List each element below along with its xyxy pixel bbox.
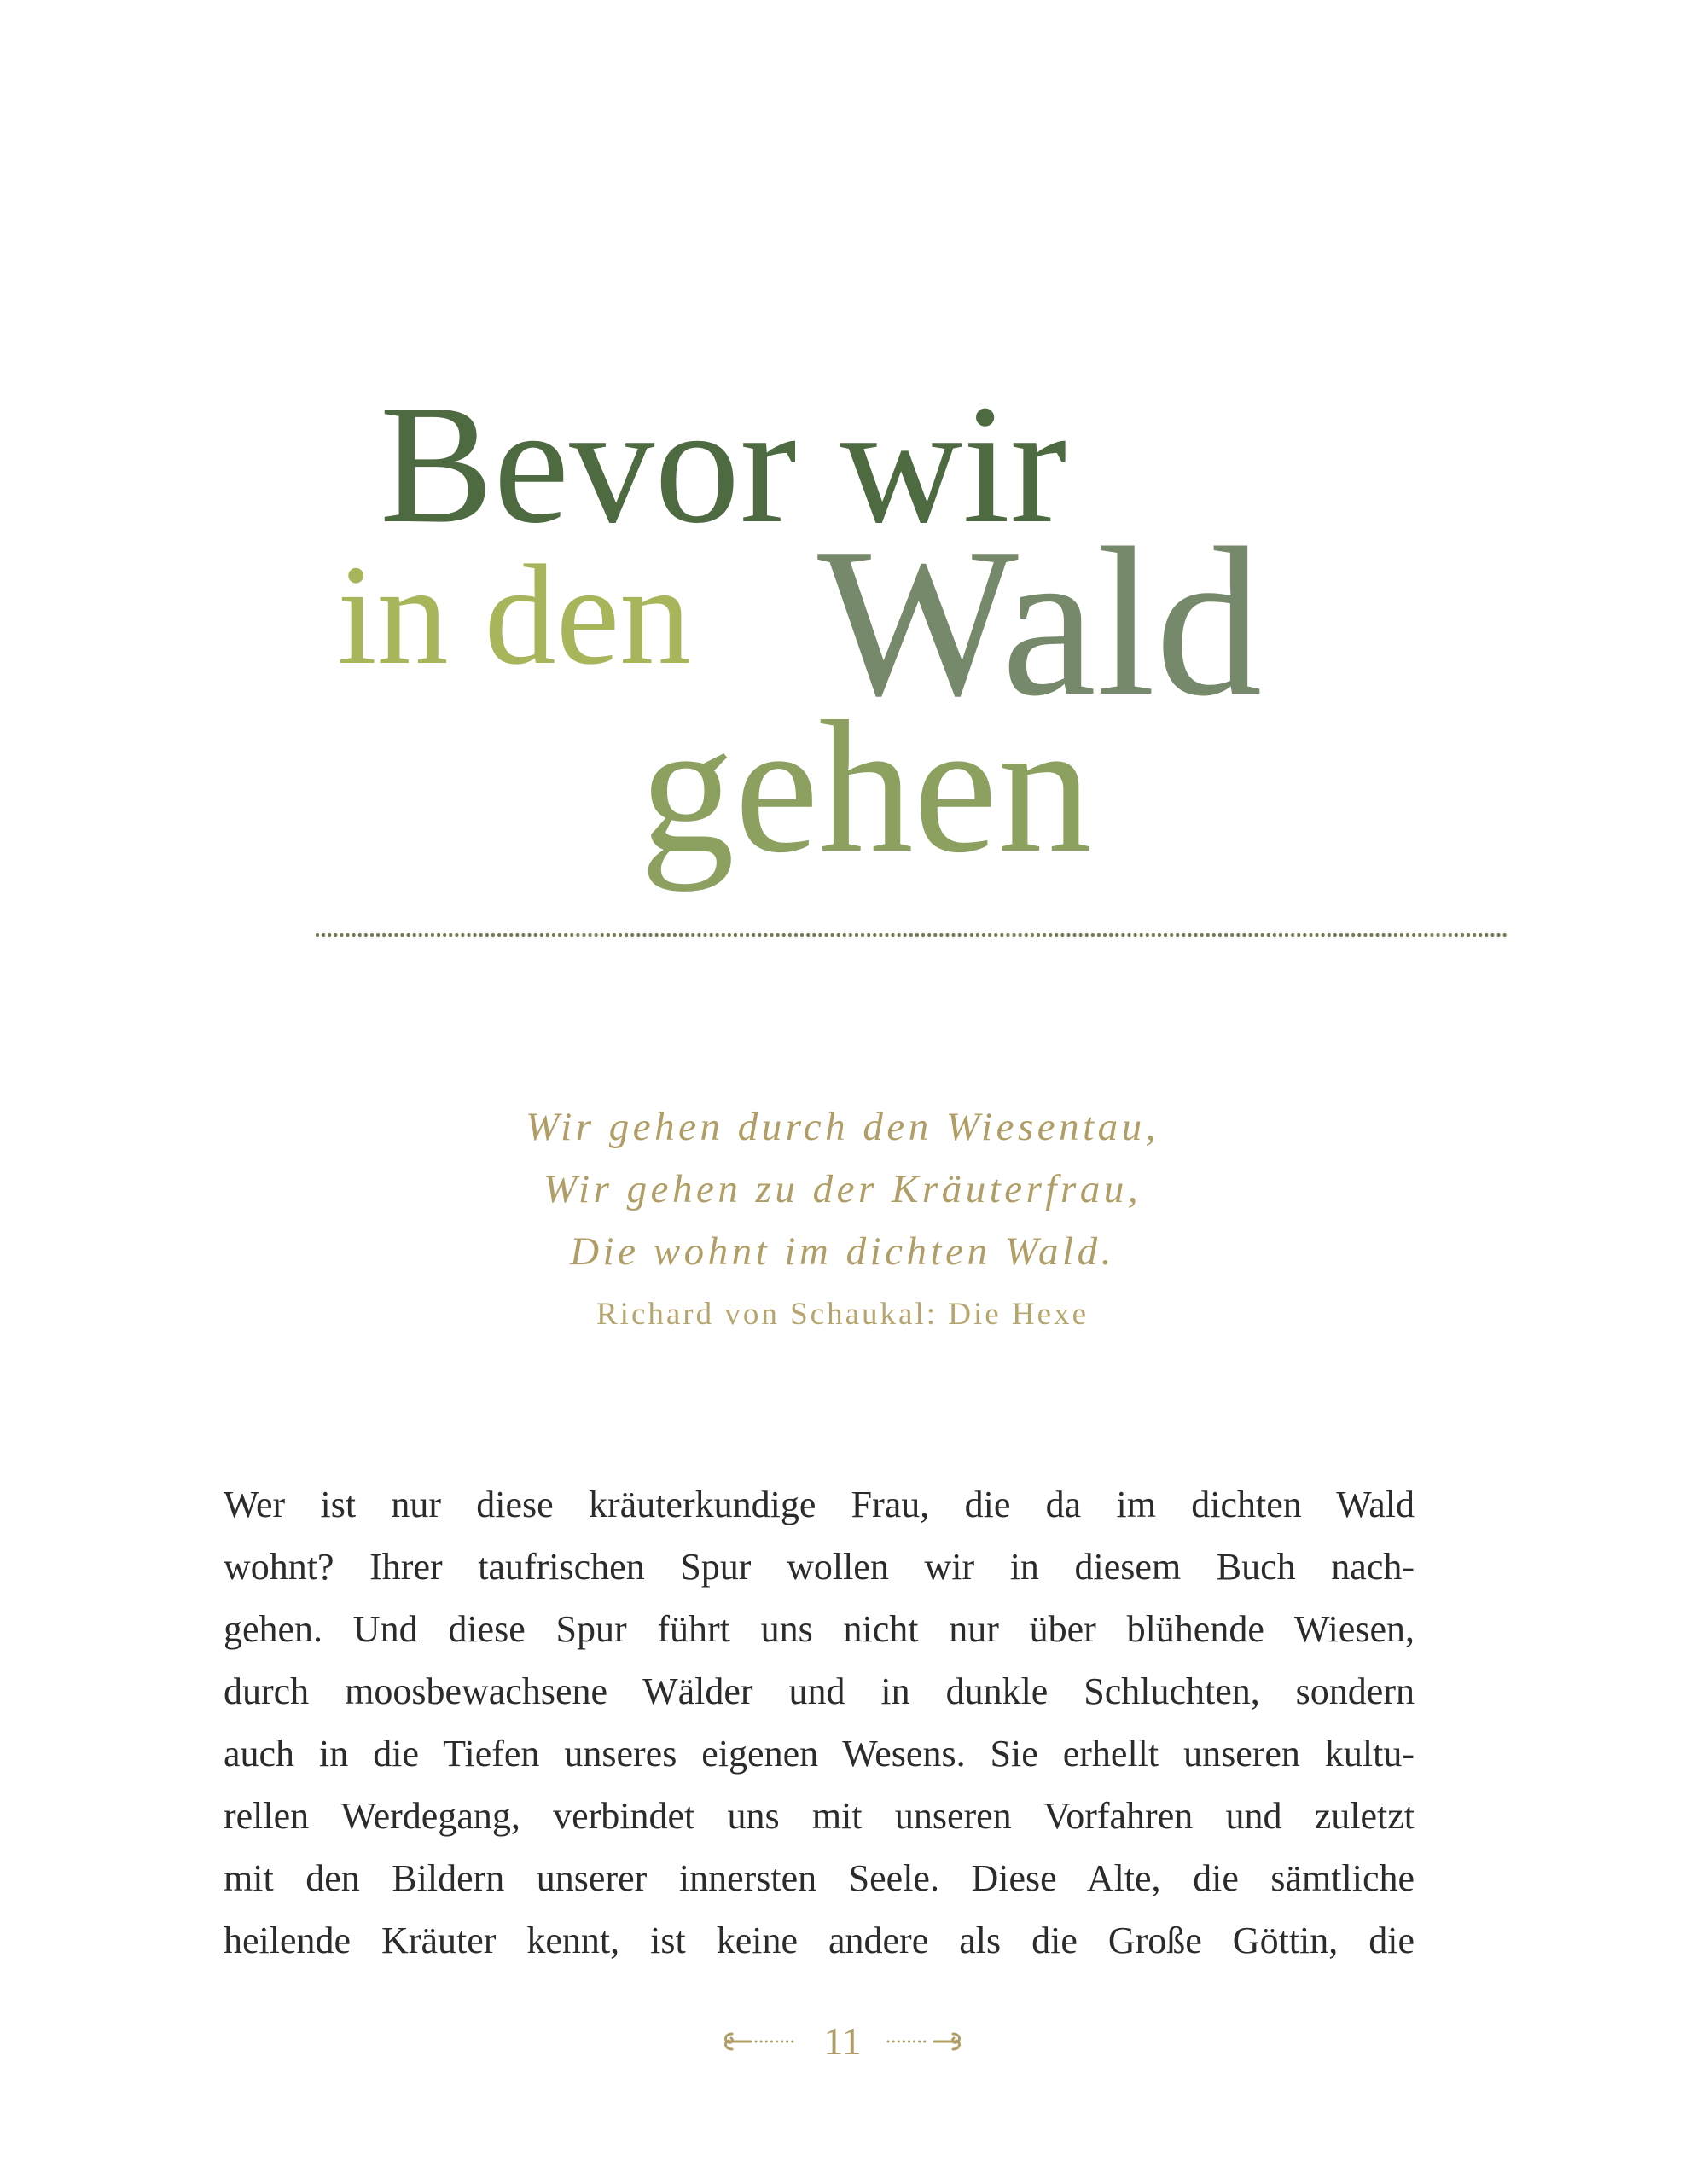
title-line-2a: in den xyxy=(337,536,692,694)
epigraph-source: Richard von Schaukal: Die Hexe xyxy=(596,1297,1089,1332)
body-line: mit den Bildern unserer innersten Seele. Diese Alte, die sämtliche xyxy=(224,1857,1415,1899)
body-line: rellen Werdegang, verbindet uns mit unseren Vorfahren und zuletzt xyxy=(224,1795,1415,1837)
body-line: Wer ist nur diese kräuterkundige Frau, die da im dichten Wald xyxy=(224,1484,1415,1525)
body-line: gehen. Und diese Spur führt uns nicht nur über blühende Wiesen, xyxy=(224,1608,1415,1650)
epigraph-line: Wir gehen durch den Wiesentau, xyxy=(526,1105,1159,1149)
epigraph-line: Wir gehen zu der Kräuterfrau, xyxy=(543,1167,1142,1211)
title-line-2b: Wald xyxy=(817,504,1263,741)
title-line-3: gehen xyxy=(640,682,1093,892)
body-line: heilende Kräuter kennt, ist keine andere als die Große Göttin, die xyxy=(224,1920,1415,1961)
right-ornament-icon xyxy=(886,2029,965,2054)
left-ornament-icon xyxy=(720,2029,799,2054)
body-line: auch in die Tiefen unseres eigenen Wesens. Sie erhellt unseren kultu- xyxy=(224,1733,1415,1774)
body-paragraph xyxy=(224,1473,1415,1972)
page-number: 11 xyxy=(823,2019,862,2064)
body-line: wohnt? Ihrer taufrischen Spur wollen wir in diesem Buch nach- xyxy=(224,1546,1415,1588)
page-footer xyxy=(0,2013,1685,2066)
dotted-divider xyxy=(314,932,1508,938)
epigraph xyxy=(256,1096,1429,1378)
epigraph-line: Die wohnt im dichten Wald. xyxy=(570,1229,1115,1274)
title-line-1: Bevor wir xyxy=(380,370,1067,559)
body-line: durch moosbewachsene Wälder und in dunkle Schluchten, sondern xyxy=(224,1670,1415,1712)
